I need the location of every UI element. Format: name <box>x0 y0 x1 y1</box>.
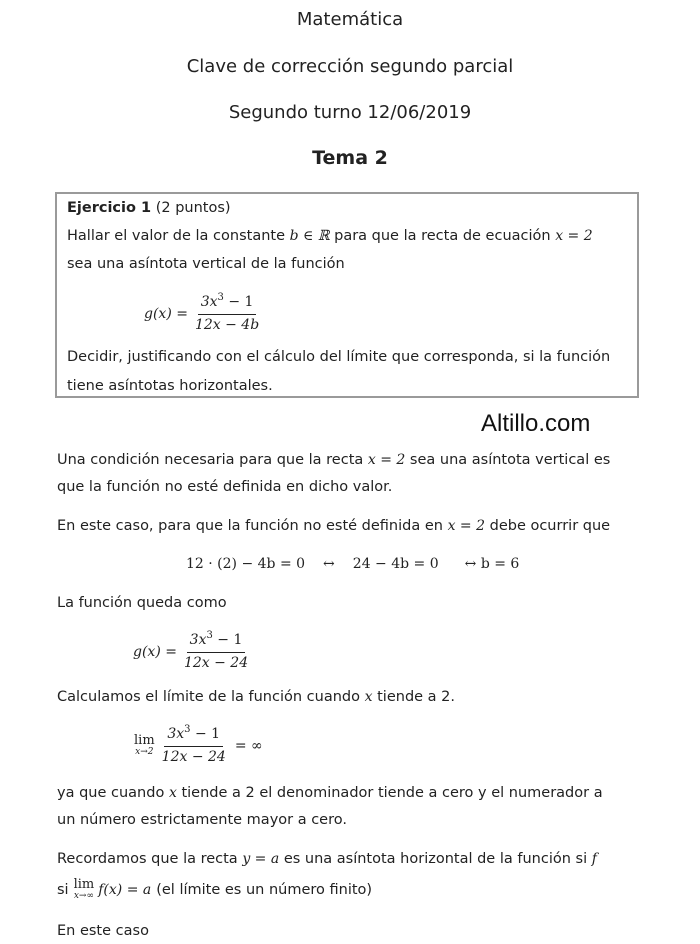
numerator-tail: − 1 <box>212 632 243 648</box>
text: Calculamos el límite de la función cuando <box>57 689 360 705</box>
equation-part: ↔ b = 6 <box>464 556 520 572</box>
exponent: 3 <box>206 630 213 641</box>
limit-subscript: x→2 <box>135 747 154 757</box>
exercise-label: Ejercicio 1 <box>67 200 152 216</box>
numerator-base: 3x <box>189 632 207 648</box>
text: Hallar el valor de la constante <box>67 228 286 244</box>
limit-operator <box>74 878 95 901</box>
math-inline: y = a <box>242 851 280 867</box>
exponent: 3 <box>217 292 224 303</box>
solution-paragraph-6-line-2 <box>57 878 372 901</box>
limit-subscript: x→∞ <box>73 891 94 901</box>
document-title: Clave de corrección segundo parcial <box>186 56 514 77</box>
math-inline: x = 2 <box>555 228 593 244</box>
exercise-box <box>55 192 639 398</box>
exercise-line-2: sea una asíntota vertical de la función <box>67 256 345 272</box>
exam-turn: Segundo turno 12/06/2019 <box>228 102 472 123</box>
solution-paragraph-5-line-2: un número estrictamente mayor a cero. <box>57 812 347 828</box>
text: ya que cuando <box>57 785 165 801</box>
text: sea una asíntota vertical es <box>409 452 611 468</box>
text: debe ocurrir que <box>489 518 611 534</box>
text: Una condición necesaria para que la recta <box>57 452 364 468</box>
solution-paragraph-7: En este caso <box>57 923 149 939</box>
equation-part: 12 · (2) − 4b = 0 <box>186 556 306 572</box>
exercise-points: (2 puntos) <box>155 200 231 216</box>
fraction <box>181 632 251 671</box>
text: es una asíntota horizontal de la función si <box>283 851 588 867</box>
numerator-base: 3x <box>200 294 218 310</box>
limit-result: = ∞ <box>234 737 263 754</box>
math-inline: x = 2 <box>367 452 406 468</box>
fraction <box>159 726 229 765</box>
solution-paragraph-5-line-1 <box>57 785 603 801</box>
equivalence-arrow: ↔ <box>323 556 335 572</box>
text: tiende a 2 el denominador tiende a cero y el numerador a <box>181 785 603 801</box>
subject-heading: Matemática <box>296 9 404 30</box>
limit-label: lim <box>73 877 95 892</box>
function-definition <box>144 294 262 333</box>
equation-part: 24 − 4b = 0 <box>352 556 439 572</box>
math-inline: x = 2 <box>447 518 485 534</box>
exercise-line-4: tiene asíntotas horizontales. <box>67 378 273 394</box>
solution-paragraph-3: La función queda como <box>57 595 227 611</box>
function-lhs: g(x) = <box>133 643 177 660</box>
equation-b <box>186 556 519 572</box>
function-result <box>133 632 251 671</box>
function-lhs: g(x) = <box>144 305 188 322</box>
limit-equation <box>134 726 263 765</box>
math-inline: f(x) = a <box>98 881 152 898</box>
numerator-tail: − 1 <box>190 726 221 742</box>
math-inline: x <box>168 785 177 801</box>
fraction-denominator: 12x − 4b <box>194 317 260 333</box>
topic-heading: Tema 2 <box>312 147 388 169</box>
text: Recordamos que la recta <box>57 851 238 867</box>
text: (el límite es un número finito) <box>156 881 373 898</box>
exercise-title <box>67 200 231 216</box>
text: si <box>57 881 69 898</box>
fraction-denominator: 12x − 24 <box>183 655 249 671</box>
exercise-line-3: Decidir, justificando con el cálculo del límite que corresponda, si la función <box>67 349 611 365</box>
text: para que la recta de ecuación <box>334 228 551 244</box>
solution-paragraph-1-line-1 <box>57 452 610 468</box>
text: En este caso, para que la función no esté definida en <box>57 518 443 534</box>
exponent: 3 <box>184 724 191 735</box>
solution-paragraph-1-line-2: que la función no esté definida en dicho valor. <box>57 479 393 495</box>
fraction-numerator <box>187 632 246 653</box>
math-inline: f <box>591 851 597 867</box>
solution-paragraph-6-line-1 <box>57 851 597 867</box>
math-inline: x <box>364 689 373 705</box>
limit-operator <box>134 734 155 757</box>
fraction-denominator: 12x − 24 <box>161 749 226 765</box>
numerator-base: 3x <box>167 726 185 742</box>
watermark: Altillo.com <box>481 410 591 437</box>
math-inline: b ∈ ℝ <box>289 228 330 244</box>
text: tiende a 2. <box>377 689 456 705</box>
solution-paragraph-4 <box>57 689 455 705</box>
numerator-tail: − 1 <box>223 294 254 310</box>
limit-label: lim <box>134 733 155 748</box>
exercise-line-1 <box>67 228 593 244</box>
fraction <box>192 294 262 333</box>
fraction-numerator <box>164 726 223 747</box>
solution-paragraph-2 <box>57 518 610 534</box>
fraction-numerator <box>198 294 257 315</box>
